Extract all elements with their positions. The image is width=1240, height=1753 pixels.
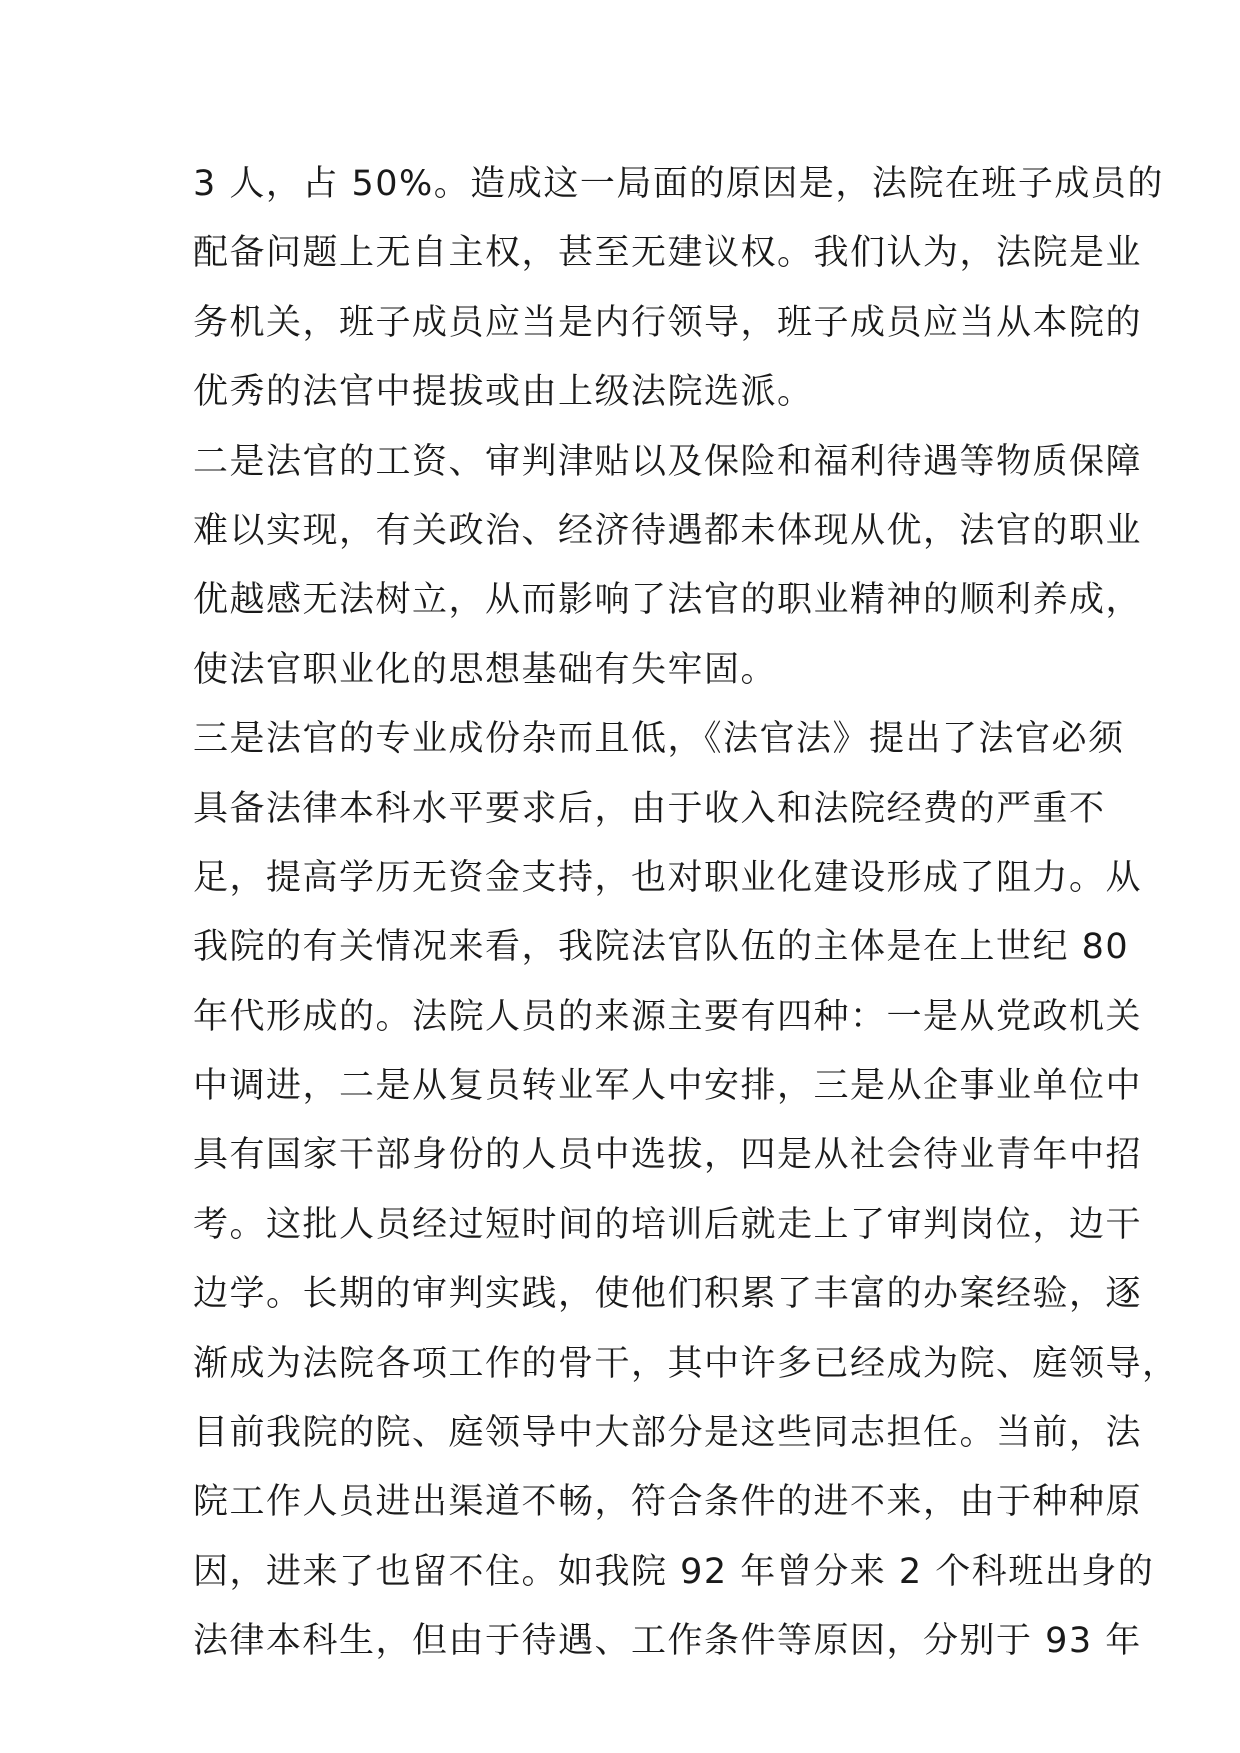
text-line: 配备问题上无自主权，甚至无建议权。我们认为，法院是业 <box>193 233 1143 274</box>
text-line: 具有国家干部身份的人员中选拔，四是从社会待业青年中招 <box>193 1135 1143 1176</box>
text-line: 年代形成的。法院人员的来源主要有四种：一是从党政机关 <box>193 996 1143 1037</box>
text-line: 考。这批人员经过短时间的培训后就走上了审判岗位，边干 <box>193 1204 1143 1245</box>
text-line: 优越感无法树立，从而影响了法官的职业精神的顺利养成， <box>193 580 1143 621</box>
text-line: 我院的有关情况来看，我院法官队伍的主体是在上世纪 80 <box>193 927 1130 968</box>
text-line: 中调进，二是从复员转业军人中安排，三是从企事业单位中 <box>193 1066 1143 1107</box>
text-line: 因，进来了也留不住。如我院 92 年曾分来 2 个科班出身的 <box>193 1551 1155 1592</box>
text-line: 院工作人员进出渠道不畅，符合条件的进不来，由于种种原 <box>193 1482 1143 1523</box>
text-line: 三是法官的专业成份杂而且低，《法官法》提出了法官必须 <box>193 719 1125 760</box>
text-line: 足，提高学历无资金支持，也对职业化建设形成了阻力。从 <box>193 857 1143 898</box>
text-line: 3 人，占 50%。造成这一局面的原因是，法院在班子成员的 <box>193 164 1164 204</box>
body-text <box>193 150 1179 1677</box>
text-line: 目前我院的院、庭领导中大部分是这些同志担任。当前，法 <box>193 1413 1143 1454</box>
text-line: 法律本科生，但由于待遇、工作条件等原因，分别于 93 年 <box>193 1621 1142 1662</box>
text-line: 务机关，班子成员应当是内行领导，班子成员应当从本院的 <box>193 302 1143 343</box>
text-line: 渐成为法院各项工作的骨干，其中许多已经成为院、庭领导， <box>193 1343 1179 1384</box>
text-line: 二是法官的工资、审判津贴以及保险和福利待遇等物质保障 <box>193 441 1143 482</box>
text-line: 难以实现，有关政治、经济待遇都未体现从优，法官的职业 <box>193 510 1143 551</box>
text-line: 优秀的法官中提拔或由上级法院选派。 <box>193 372 814 413</box>
text-line: 使法官职业化的思想基础有失牢固。 <box>193 649 778 690</box>
text-line: 边学。长期的审判实践，使他们积累了丰富的办案经验，逐 <box>193 1274 1143 1315</box>
text-line: 具备法律本科水平要求后，由于收入和法院经费的严重不 <box>193 788 1106 829</box>
